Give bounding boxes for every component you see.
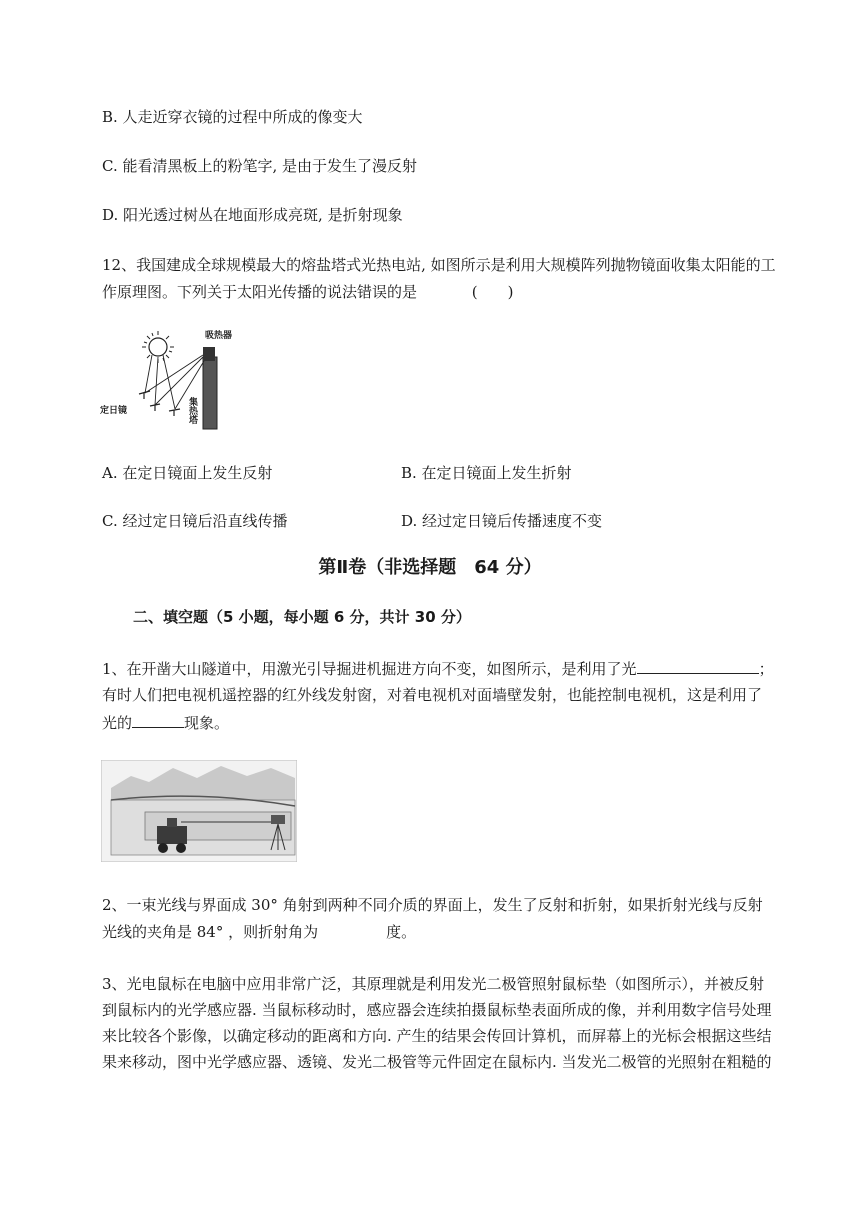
q12-option-a: A. 在定日镜面上发生反射 — [102, 464, 273, 482]
fill1-line3-row — [102, 711, 229, 734]
fill3-line4: 果来移动，图中光学感应器、透镜、发光二极管等元件固定在鼠标内. 当发光二极管的光照射在粗糙的 — [102, 1053, 772, 1071]
q11-option-d: D. 阳光透过树丛在地面形成亮斑, 是折射现象 — [102, 206, 403, 224]
absorber-label: 吸热器 — [205, 331, 233, 341]
solar-tower-diagram — [100, 325, 235, 430]
fill1-line3-start: 光的 — [102, 714, 133, 732]
fill1-blank-2[interactable] — [132, 711, 184, 728]
fill1-line1-row — [102, 657, 774, 680]
fill1-line2: 有时人们把电视机遥控器的红外线发射窗，对着电视机对面墙壁发射，也能控制电视机，这是利用了 — [102, 686, 763, 704]
q12-answer-paren: ( ) — [471, 283, 514, 301]
fill3-line3: 来比较各个影像，以确定移动的距离和方向. 产生的结果会传回计算机，而屏幕上的光标会根据这些结 — [102, 1027, 772, 1045]
tower-label: 集热塔 — [187, 397, 197, 424]
fill1-line1-end: ； — [758, 660, 774, 678]
fill3-line2: 到鼠标内的光学感应器. 当鼠标移动时，感应器会连续拍摄鼠标垫表面所成的像，并利用数字信号处理 — [102, 1001, 772, 1019]
fill2-line2: 光线的夹角是 84° ，则折射角为 — [102, 923, 319, 941]
fill2-line2-row — [102, 921, 416, 943]
q12-option-c: C. 经过定日镜后沿直线传播 — [102, 512, 288, 530]
q11-option-c: C. 能看清黑板上的粉笔字, 是由于发生了漫反射 — [102, 157, 418, 175]
fill2-line1: 2、一束光线与界面成 30° 角射到两种不同介质的界面上，发生了反射和折射，如果折射光线与反射 — [102, 896, 763, 914]
q12-stem-line2-row — [102, 281, 514, 303]
fill1-line1: 1、在开凿大山隧道中，用激光引导掘进机掘进方向不变，如图所示，是利用了光 — [102, 660, 637, 678]
q12-option-d: D. 经过定日镜后传播速度不变 — [401, 512, 603, 530]
q12-stem-line2: 作原理图。下列关于太阳光传播的说法错误的是 — [102, 283, 418, 301]
fill1-blank-1[interactable] — [637, 657, 759, 674]
q11-option-b: B. 人走近穿衣镜的过程中所成的像变大 — [102, 108, 363, 126]
fill-section-title: 二、填空题（5 小题，每小题 6 分，共计 30 分） — [133, 608, 471, 626]
collector-tower — [203, 347, 217, 429]
part2-title: 第Ⅱ卷（非选择题 64 分） — [318, 557, 542, 578]
fill2-line2-end: 度。 — [386, 923, 417, 941]
fill3-line1: 3、光电鼠标在电脑中应用非常广泛，其原理就是利用发光二极管照射鼠标垫（如图所示），并被反射 — [102, 975, 765, 993]
heliostat-label: 定日镜 — [100, 406, 128, 416]
tunnel-laser-photo — [101, 760, 297, 862]
fill1-line3-end: 现象。 — [184, 714, 230, 732]
absorber-block — [203, 347, 215, 361]
q12-option-b: B. 在定日镜面上发生折射 — [401, 464, 572, 482]
q12-stem-line1: 12、我国建成全球规模最大的熔盐塔式光热电站, 如图所示是利用大规模阵列抛物镜面收集太阳能的工 — [102, 256, 776, 274]
